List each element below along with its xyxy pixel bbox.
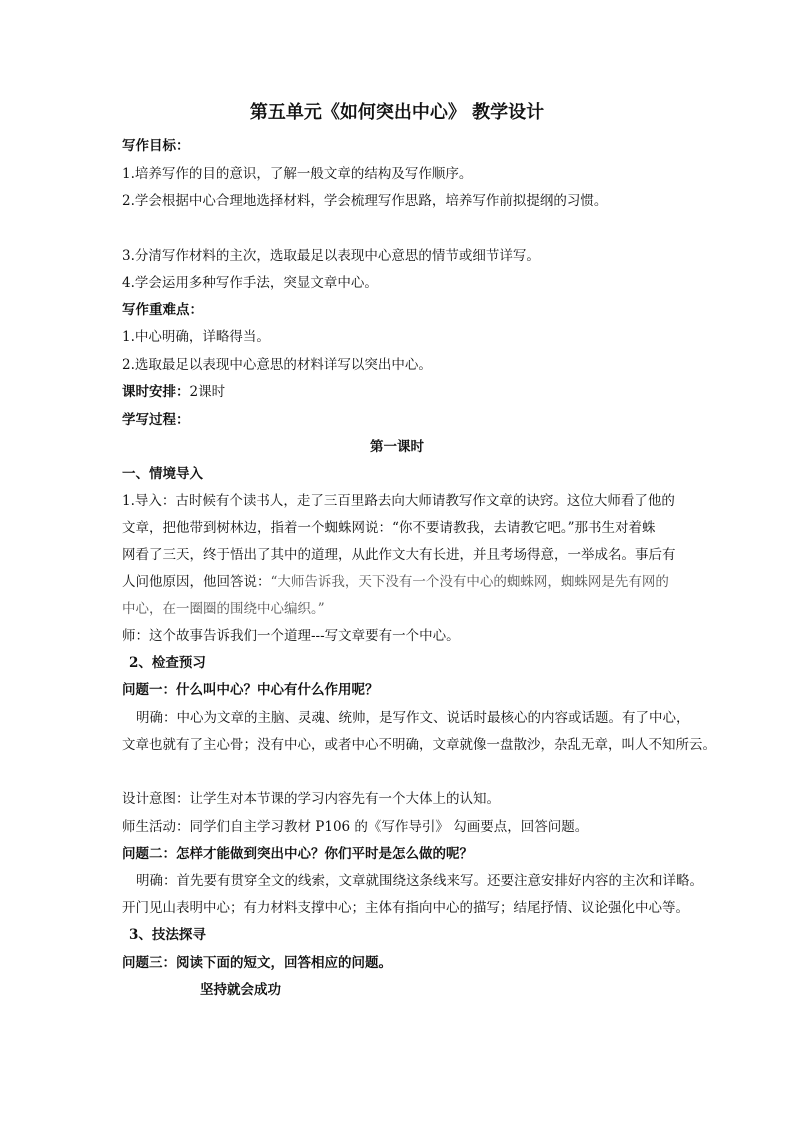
teacher-student-activity: 师生活动：同学们自主学习教材 P106 的《写作导引》 勾画要点，回答问题。 xyxy=(122,819,589,835)
question-two: 问题二：怎样才能做到突出中心？你们平时是怎么做的呢？ xyxy=(122,846,473,862)
story-quote: “大师告诉我，天下没有一个没有中心的蜘蛛网，蜘蛛网是先有网的 xyxy=(270,574,669,590)
story-text: 人问他原因，他回答说： xyxy=(122,574,271,590)
section3-heading: 3、技法探寻 xyxy=(129,927,206,943)
goal-item: 3.分清写作材料的主次，选取最足以表现中心意思的情节或细节详写。 xyxy=(122,248,540,264)
goals-heading: 写作目标： xyxy=(122,138,190,154)
process-heading: 学写过程： xyxy=(122,412,190,428)
teacher-line: 师：这个故事告诉我们一个道理---写文章要有一个中心。 xyxy=(122,628,460,644)
schedule-value: 2课时 xyxy=(189,384,226,400)
story-line xyxy=(122,573,669,591)
section2-heading: 2、检查预习 xyxy=(129,655,206,671)
essay-title: 坚持就会成功 xyxy=(200,982,281,998)
goal-item: 2.学会根据中心合理地选择材料，学会梳理写作思路，培养写作前拟提纲的习惯。 xyxy=(122,193,608,209)
story-line: 网看了三天，终于悟出了其中的道理，从此作文大有长进，并且考场得意，一举成名。事后有 xyxy=(122,547,676,563)
question-three: 问题三：阅读下面的短文，回答相应的问题。 xyxy=(122,955,392,971)
difficulty-item: 2.选取最足以表现中心意思的材料详写以突出中心。 xyxy=(122,357,432,373)
story-line: 1.导入：古时候有个读书人，走了三百里路去向大师请教写作文章的诀窍。这位大师看了他的 xyxy=(122,493,675,509)
difficulty-item: 1.中心明确，详略得当。 xyxy=(122,329,270,345)
story-line: 文章，把他带到树林边，指着一个蜘蛛网说：“你不要请教我，去请教它吧。”那书生对着蛛 xyxy=(122,520,656,536)
answer-line: 明确：首先要有贯穿全文的线索，文章就围绕这条线来写。还要注意安排好内容的主次和详略。 xyxy=(136,873,703,889)
schedule-row xyxy=(122,383,225,401)
section1-heading: 一、情境导入 xyxy=(122,466,203,482)
goal-item: 1.培养写作的目的意识，了解一般文章的结构及写作顺序。 xyxy=(122,166,473,182)
question-one: 问题一：什么叫中心？中心有什么作用呢？ xyxy=(122,682,379,698)
schedule-label: 课时安排： xyxy=(122,384,190,400)
answer-line: 文章也就有了主心骨；没有中心，或者中心不明确，文章就像一盘散沙，杂乱无章，叫人不知所云。 xyxy=(122,737,716,753)
answer-line: 明确：中心为文章的主脑、灵魂、统帅，是写作文、说话时最核心的内容或话题。有了中心， xyxy=(136,710,690,726)
lesson-heading: 第一课时 xyxy=(370,439,424,455)
difficulty-heading: 写作重难点： xyxy=(122,302,203,318)
design-intent: 设计意图：让学生对本节课的学习内容先有一个大体上的认知。 xyxy=(122,791,500,807)
story-line: 中心，在一圈圈的围绕中心编织。” xyxy=(122,601,325,617)
page-title: 第五单元《如何突出中心》 教学设计 xyxy=(249,102,545,123)
goal-item: 4.学会运用多种写作手法，突显文章中心。 xyxy=(122,275,378,291)
answer-line: 开门见山表明中心；有力材料支撑中心；主体有指向中心的描写；结尾抒情、议论强化中心等。 xyxy=(122,900,689,916)
